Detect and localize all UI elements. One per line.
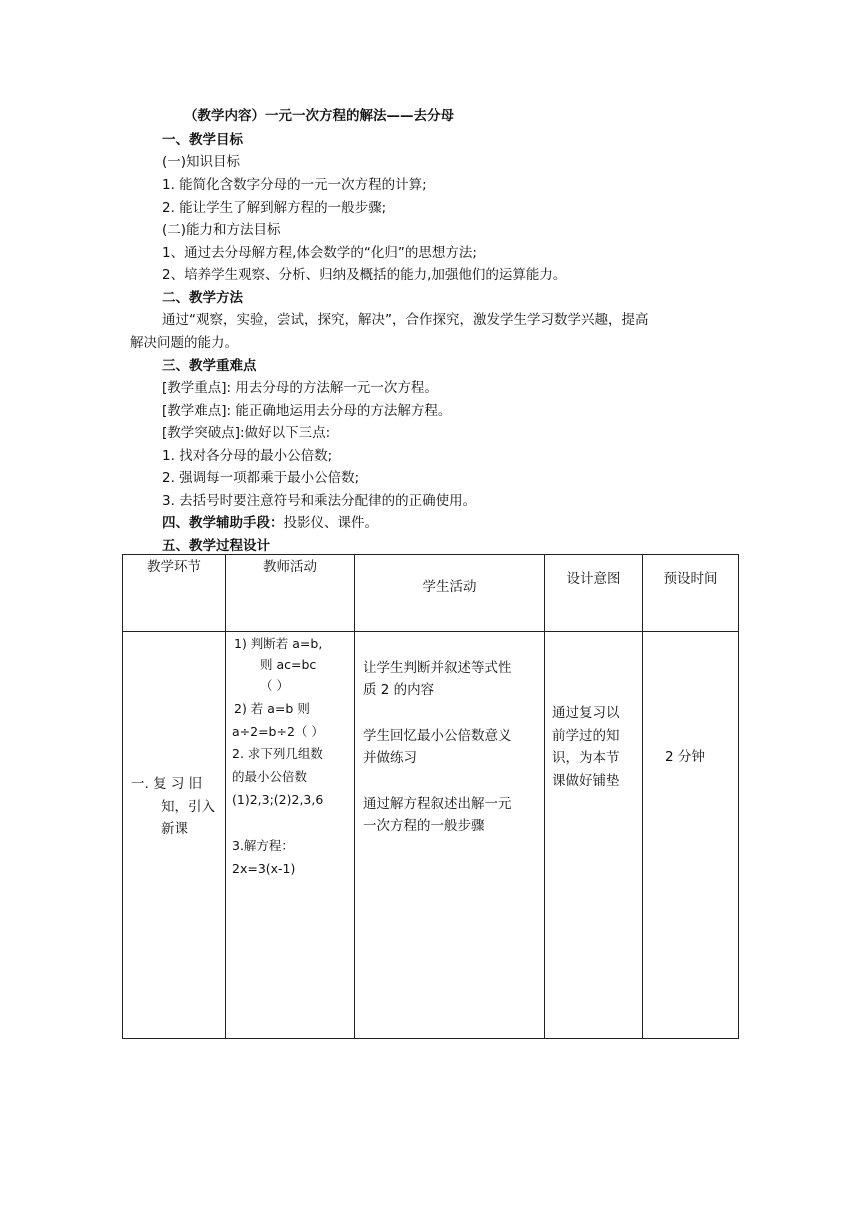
header-teacher-activity: 教师活动 [226, 555, 355, 632]
section-4-text: 投影仪、课件。 [283, 515, 378, 531]
ability-goal-1: 1、通过去分母解方程,体会数学的“化归”的思想方法; [162, 245, 477, 261]
difficult-point: [教学难点]: 能正确地运用去分母的方法解方程。 [162, 403, 452, 419]
stage-line: 知，引入 [161, 799, 215, 815]
teaching-process-table [122, 554, 739, 1039]
intent-line: 通过复习以 [552, 705, 620, 721]
student-line: 质 2 的内容 [363, 682, 435, 698]
intent-line: 前学过的知 [552, 728, 620, 744]
section-5-heading: 五、教学过程设计 [162, 538, 270, 554]
teacher-line: （ ） [260, 678, 289, 693]
ability-goal-subheading: (二)能力和方法目标 [162, 222, 281, 238]
intent-line: 课做好铺垫 [552, 773, 620, 789]
section-4 [162, 514, 378, 532]
section-4-heading: 四、教学辅助手段： [162, 515, 284, 531]
intent-line: 识，为本节 [552, 750, 620, 766]
method-text-line-2: 解决问题的能力。 [130, 335, 238, 351]
stage-cell [123, 632, 226, 1039]
student-line: 让学生判断并叙述等式性 [363, 660, 512, 676]
teacher-line: 2x=3(x-1) [232, 861, 296, 876]
preset-time-cell [643, 632, 739, 1039]
teacher-line: 1) 判断若 a=b, [234, 636, 323, 651]
teacher-line: (1)2,3;(2)2,3,6 [232, 792, 324, 807]
teacher-line: 2) 若 a=b 则 [234, 701, 310, 716]
student-activity-cell [355, 632, 545, 1039]
section-1-heading: 一、教学目标 [162, 132, 243, 148]
section-3-heading: 三、教学重难点 [162, 358, 257, 374]
stage-line: 新课 [161, 821, 188, 837]
table-row [123, 632, 739, 1039]
key-point: [教学重点]: 用去分母的方法解一元一次方程。 [162, 380, 438, 396]
header-stage: 教学环节 [123, 555, 226, 632]
breakthrough-point: [教学突破点]:做好以下三点: [162, 425, 331, 441]
method-text-line-1: 通过“观察，实验，尝试，探究，解决”，合作探究，激发学生学习数学兴趣，提高 [162, 312, 649, 328]
design-intent-cell [545, 632, 643, 1039]
breakthrough-item-3: 3. 去括号时要注意符号和乘法分配律的的正确使用。 [162, 493, 477, 509]
teacher-activity-cell [226, 632, 355, 1039]
ability-goal-2: 2、培养学生观察、分析、归纳及概括的能力,加强他们的运算能力。 [162, 267, 567, 283]
header-student-activity: 学生活动 [355, 555, 545, 632]
section-2-heading: 二、教学方法 [162, 290, 243, 306]
stage-line: 一. 复 习 旧 [131, 776, 203, 792]
student-line: 通过解方程叙述出解一元 [363, 796, 512, 812]
header-design-intent: 设计意图 [545, 555, 643, 632]
knowledge-goal-1: 1. 能简化含数字分母的一元一次方程的计算; [162, 177, 427, 193]
teacher-line: 的最小公倍数 [232, 769, 308, 784]
teacher-line: a÷2=b÷2（ ） [232, 724, 324, 739]
breakthrough-item-1: 1. 找对各分母的最小公倍数; [162, 448, 333, 464]
student-line: 学生回忆最小公倍数意义 [363, 728, 512, 744]
knowledge-goal-2: 2. 能让学生了解到解方程的一般步骤; [162, 200, 387, 216]
table-header-row [123, 555, 739, 632]
time-value: 2 分钟 [665, 749, 705, 765]
teacher-line: 则 ac=bc [260, 657, 317, 672]
document-title: （教学内容）一元一次方程的解法——去分母 [184, 108, 454, 124]
teacher-line: 3.解方程： [232, 838, 294, 853]
student-line: 并做练习 [363, 750, 417, 766]
knowledge-goal-subheading: (一)知识目标 [162, 154, 241, 170]
student-line: 一次方程的一般步骤 [363, 818, 485, 834]
teacher-line: 2. 求下列几组数 [232, 746, 323, 761]
header-preset-time: 预设时间 [643, 555, 739, 632]
breakthrough-item-2: 2. 强调每一项都乘于最小公倍数; [162, 470, 360, 486]
